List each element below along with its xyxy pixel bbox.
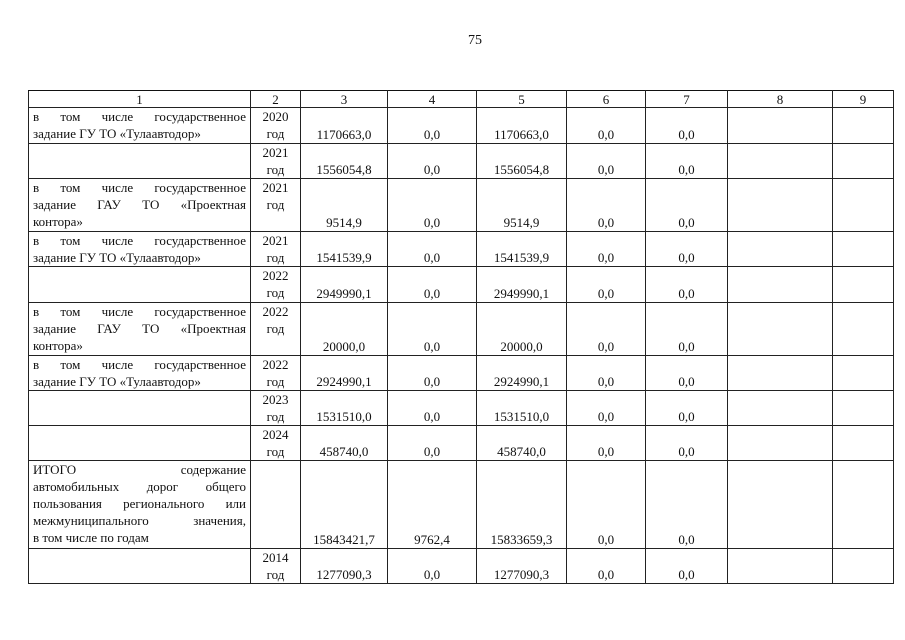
table-row: [29, 391, 894, 426]
column-header-4: 4: [388, 91, 477, 108]
value-cell-col4: 0,0: [388, 549, 477, 584]
year-line: 2014: [262, 550, 289, 565]
value-cell-col4: 0,0: [388, 303, 477, 356]
table-row: [29, 426, 894, 461]
row-year: [251, 144, 301, 179]
description-line: задание ГУ ТО «Тулаавтодор»: [33, 126, 201, 141]
year-line: год: [266, 285, 285, 300]
empty-cell-col8: [728, 549, 833, 584]
row-year: [251, 179, 301, 232]
value-cell-col4: 0,0: [388, 267, 477, 303]
value-cell-col3: 1170663,0: [301, 108, 388, 144]
year-line: 2022: [262, 357, 289, 372]
description-line: в том числе по годам: [33, 530, 149, 545]
column-header-2: 2: [251, 91, 301, 108]
value-cell-col4: 0,0: [388, 144, 477, 179]
column-header-1: 1: [29, 91, 251, 108]
table-row: [29, 179, 894, 232]
value-cell-col4: 0,0: [388, 426, 477, 461]
value-cell-col3: 1277090,3: [301, 549, 388, 584]
table-row: [29, 461, 894, 549]
year-line: 2023: [262, 392, 289, 407]
value-cell-col6: 0,0: [567, 108, 646, 144]
year-line: 2020: [262, 109, 289, 124]
column-header-3: 3: [301, 91, 388, 108]
row-description: [29, 549, 251, 584]
year-line: 2021: [262, 233, 289, 248]
row-year: [251, 356, 301, 391]
empty-cell-col8: [728, 108, 833, 144]
value-cell-col5: 2949990,1: [477, 267, 567, 303]
table-row: [29, 144, 894, 179]
year-line: год: [266, 444, 285, 459]
empty-cell-col9: [833, 356, 894, 391]
value-cell-col7: 0,0: [646, 391, 728, 426]
empty-cell-col8: [728, 179, 833, 232]
row-description: [29, 356, 251, 391]
year-line: год: [266, 409, 285, 424]
row-year: [251, 549, 301, 584]
empty-cell-col9: [833, 426, 894, 461]
budget-table: [28, 90, 894, 584]
year-line: год: [266, 374, 285, 389]
column-header-5: 5: [477, 91, 567, 108]
table-row: [29, 356, 894, 391]
table-row: [29, 549, 894, 584]
year-line: год: [266, 250, 285, 265]
value-cell-col5: 1556054,8: [477, 144, 567, 179]
year-line: 2021: [262, 180, 289, 195]
value-cell-col5: 458740,0: [477, 426, 567, 461]
column-header-9: 9: [833, 91, 894, 108]
page-number: 75: [468, 33, 482, 48]
year-line: 2022: [262, 304, 289, 319]
row-description: [29, 232, 251, 267]
year-line: год: [266, 162, 285, 177]
row-description: [29, 426, 251, 461]
empty-cell-col8: [728, 356, 833, 391]
empty-cell-col9: [833, 461, 894, 549]
value-cell-col5: 1170663,0: [477, 108, 567, 144]
row-year: [251, 303, 301, 356]
header-row: [29, 91, 894, 108]
empty-cell-col8: [728, 232, 833, 267]
row-description: [29, 179, 251, 232]
description-line: в том числе государственное: [33, 233, 246, 248]
value-cell-col5: 1277090,3: [477, 549, 567, 584]
value-cell-col5: 15833659,3: [477, 461, 567, 549]
value-cell-col7: 0,0: [646, 108, 728, 144]
value-cell-col6: 0,0: [567, 356, 646, 391]
year-line: 2024: [262, 427, 289, 442]
table-row: [29, 108, 894, 144]
value-cell-col6: 0,0: [567, 232, 646, 267]
description-line: в том числе государственное: [33, 357, 246, 372]
value-cell-col7: 0,0: [646, 144, 728, 179]
row-year: [251, 232, 301, 267]
year-line: год: [266, 567, 285, 582]
empty-cell-col8: [728, 144, 833, 179]
value-cell-col3: 9514,9: [301, 179, 388, 232]
description-line: ИТОГО содержание: [33, 462, 246, 477]
value-cell-col7: 0,0: [646, 549, 728, 584]
row-year: [251, 461, 301, 549]
year-line: 2022: [262, 268, 289, 283]
value-cell-col6: 0,0: [567, 303, 646, 356]
empty-cell-col9: [833, 144, 894, 179]
year-line: 2021: [262, 145, 289, 160]
value-cell-col4: 9762,4: [388, 461, 477, 549]
value-cell-col3: 1531510,0: [301, 391, 388, 426]
value-cell-col4: 0,0: [388, 108, 477, 144]
row-description: [29, 144, 251, 179]
description-line: задание ГАУ ТО «Проектная: [33, 197, 246, 212]
empty-cell-col8: [728, 461, 833, 549]
row-year: [251, 108, 301, 144]
value-cell-col7: 0,0: [646, 461, 728, 549]
value-cell-col7: 0,0: [646, 267, 728, 303]
row-year: [251, 267, 301, 303]
column-header-6: 6: [567, 91, 646, 108]
empty-cell-col8: [728, 267, 833, 303]
value-cell-col6: 0,0: [567, 267, 646, 303]
value-cell-col4: 0,0: [388, 232, 477, 267]
value-cell-col4: 0,0: [388, 391, 477, 426]
column-header-7: 7: [646, 91, 728, 108]
value-cell-col7: 0,0: [646, 179, 728, 232]
value-cell-col5: 2924990,1: [477, 356, 567, 391]
row-description: [29, 391, 251, 426]
year-line: год: [266, 321, 285, 336]
empty-cell-col9: [833, 108, 894, 144]
value-cell-col3: 20000,0: [301, 303, 388, 356]
value-cell-col7: 0,0: [646, 303, 728, 356]
value-cell-col3: 2924990,1: [301, 356, 388, 391]
value-cell-col5: 1541539,9: [477, 232, 567, 267]
empty-cell-col9: [833, 549, 894, 584]
value-cell-col5: 1531510,0: [477, 391, 567, 426]
empty-cell-col8: [728, 426, 833, 461]
description-line: автомобильных дорог общего: [33, 479, 246, 494]
row-year: [251, 391, 301, 426]
column-header-8: 8: [728, 91, 833, 108]
value-cell-col7: 0,0: [646, 232, 728, 267]
value-cell-col7: 0,0: [646, 356, 728, 391]
value-cell-col3: 1541539,9: [301, 232, 388, 267]
empty-cell-col9: [833, 267, 894, 303]
row-description: [29, 303, 251, 356]
value-cell-col6: 0,0: [567, 426, 646, 461]
value-cell-col4: 0,0: [388, 179, 477, 232]
description-line: контора»: [33, 214, 83, 229]
row-description: [29, 267, 251, 303]
year-line: год: [266, 126, 285, 141]
description-line: межмуниципального значения,: [33, 513, 246, 528]
table-row: [29, 232, 894, 267]
value-cell-col3: 1556054,8: [301, 144, 388, 179]
year-line: год: [266, 197, 285, 212]
value-cell-col6: 0,0: [567, 549, 646, 584]
value-cell-col3: 15843421,7: [301, 461, 388, 549]
value-cell-col5: 9514,9: [477, 179, 567, 232]
empty-cell-col9: [833, 179, 894, 232]
empty-cell-col8: [728, 303, 833, 356]
description-line: в том числе государственное: [33, 304, 246, 319]
empty-cell-col9: [833, 303, 894, 356]
description-line: задание ГУ ТО «Тулаавтодор»: [33, 374, 201, 389]
value-cell-col4: 0,0: [388, 356, 477, 391]
empty-cell-col9: [833, 232, 894, 267]
empty-cell-col8: [728, 391, 833, 426]
value-cell-col3: 2949990,1: [301, 267, 388, 303]
row-description: [29, 108, 251, 144]
value-cell-col6: 0,0: [567, 391, 646, 426]
table-row: [29, 303, 894, 356]
description-line: контора»: [33, 338, 83, 353]
description-line: в том числе государственное: [33, 109, 246, 124]
description-line: в том числе государственное: [33, 180, 246, 195]
description-line: задание ГУ ТО «Тулаавтодор»: [33, 250, 201, 265]
value-cell-col5: 20000,0: [477, 303, 567, 356]
value-cell-col6: 0,0: [567, 179, 646, 232]
row-year: [251, 426, 301, 461]
value-cell-col3: 458740,0: [301, 426, 388, 461]
value-cell-col7: 0,0: [646, 426, 728, 461]
value-cell-col6: 0,0: [567, 144, 646, 179]
value-cell-col6: 0,0: [567, 461, 646, 549]
description-line: пользования регионального или: [33, 496, 246, 511]
description-line: задание ГАУ ТО «Проектная: [33, 321, 246, 336]
empty-cell-col9: [833, 391, 894, 426]
row-description: [29, 461, 251, 549]
table-row: [29, 267, 894, 303]
